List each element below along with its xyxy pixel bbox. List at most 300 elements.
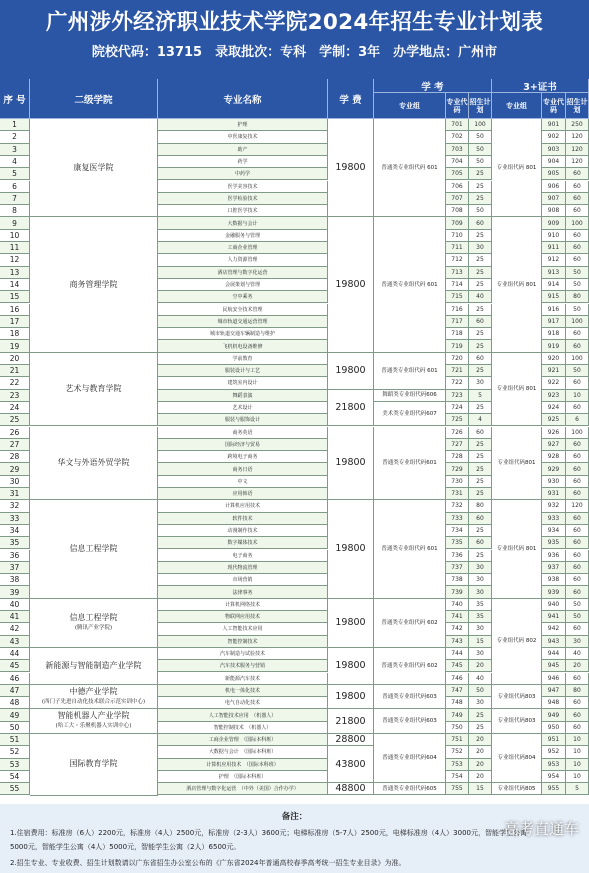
xk-plan-cell: 30 xyxy=(469,242,492,254)
xk-group-cell: 普通类专业组代码 601 xyxy=(374,500,446,598)
plus-code-cell: 939 xyxy=(542,586,566,598)
seq-cell: 31 xyxy=(0,488,30,500)
plus-code-cell: 912 xyxy=(542,254,566,266)
plus-code-cell: 910 xyxy=(542,230,566,242)
college-sub-name: (西门子先进自动化技术联合示范实训中心) xyxy=(41,698,146,705)
college-cell xyxy=(30,500,158,598)
major-name-cell: 飞机机电设备维修 xyxy=(158,340,328,352)
plus-plan-cell: 50 xyxy=(566,599,589,611)
plus-code-cell: 954 xyxy=(542,771,566,783)
xk-code-cell: 744 xyxy=(446,648,469,660)
seq-cell: 24 xyxy=(0,402,30,414)
major-name-cell: 会展策划与管理 xyxy=(158,279,328,291)
xk-plan-cell: 25 xyxy=(469,525,492,537)
xk-plan-cell: 25 xyxy=(469,193,492,205)
plus-code-cell: 911 xyxy=(542,242,566,254)
plus-plan-cell: 6 xyxy=(566,414,589,426)
xk-code-cell: 734 xyxy=(446,525,469,537)
plus-code-cell: 915 xyxy=(542,291,566,303)
xk-code-cell: 743 xyxy=(446,636,469,648)
major-name-cell: 市场营销 xyxy=(158,574,328,586)
xk-plan-cell: 25 xyxy=(469,267,492,279)
college-name: 新能源与智能制造产业学院 xyxy=(45,660,142,670)
plus-plan-cell: 60 xyxy=(566,254,589,266)
plus-plan-cell: 60 xyxy=(566,230,589,242)
college-name: 康复医学院 xyxy=(73,162,114,172)
xk-code-cell: 717 xyxy=(446,316,469,328)
xk-code-cell: 702 xyxy=(446,131,469,143)
major-name-cell: 城市轨道交通运营管理 xyxy=(158,316,328,328)
plus-plan-cell: 60 xyxy=(566,242,589,254)
seq-cell: 42 xyxy=(0,623,30,635)
seq-cell: 2 xyxy=(0,131,30,143)
plus-code-cell: 907 xyxy=(542,193,566,205)
seq-cell: 47 xyxy=(0,685,30,697)
xk-code-cell: 752 xyxy=(446,746,469,758)
xk-plan-cell: 30 xyxy=(469,697,492,709)
xk-code-cell: 750 xyxy=(446,722,469,734)
xk-code-cell: 701 xyxy=(446,119,469,131)
seq-cell: 10 xyxy=(0,230,30,242)
plus-code-cell: 906 xyxy=(542,181,566,193)
seq-cell: 55 xyxy=(0,783,30,795)
fee-cell: 19800 xyxy=(328,217,374,352)
plus-code-cell: 952 xyxy=(542,746,566,758)
seq-cell: 53 xyxy=(0,759,30,771)
xk-group-cell: 普通类专业组代码605 xyxy=(374,783,446,795)
college-cell xyxy=(30,217,158,352)
plus-plan-cell: 100 xyxy=(566,427,589,439)
seq-cell: 6 xyxy=(0,181,30,193)
plus-code-cell: 916 xyxy=(542,304,566,316)
xk-code-cell: 746 xyxy=(446,673,469,685)
xk-plan-cell: 60 xyxy=(469,316,492,328)
seq-cell: 51 xyxy=(0,734,30,746)
plus-plan-cell: 5 xyxy=(566,783,589,795)
xk-code-cell: 704 xyxy=(446,156,469,168)
xk-code-header: 专业代码 xyxy=(446,93,469,119)
xk-plan-cell: 40 xyxy=(469,673,492,685)
major-name-cell: 助产 xyxy=(158,144,328,156)
major-name-cell: 工商企业管理 xyxy=(158,242,328,254)
plus-code-cell: 943 xyxy=(542,636,566,648)
xk-group-cell: 普通类专业组代码604 xyxy=(374,734,446,783)
xk-code-cell: 726 xyxy=(446,427,469,439)
plus-plan-cell: 60 xyxy=(566,451,589,463)
xk-group-cell: 美术类专业组代码607 xyxy=(374,402,446,427)
seq-cell: 14 xyxy=(0,279,30,291)
college-cell xyxy=(30,685,158,710)
xk-plan-cell: 25 xyxy=(469,451,492,463)
plus-code-cell: 945 xyxy=(542,660,566,672)
major-name-cell: 计算机网络技术 xyxy=(158,599,328,611)
footer-line-3: 2.招生专业、专业收费、招生计划数请以广东省招生办公室公布的《广东省2024年普通高校春季高考统一招生专业目录》为准。 xyxy=(10,859,406,867)
major-name-cell: 医学检验技术 xyxy=(158,193,328,205)
col-fee-header: 学 费 xyxy=(328,79,374,119)
plus-code-cell: 950 xyxy=(542,722,566,734)
xk-plan-cell: 5 xyxy=(469,390,492,402)
seq-cell: 5 xyxy=(0,168,30,180)
plus-code-cell: 934 xyxy=(542,525,566,537)
xk-code-cell: 740 xyxy=(446,599,469,611)
college-cell xyxy=(30,648,158,685)
plus-code-cell: 933 xyxy=(542,513,566,525)
seq-cell: 40 xyxy=(0,599,30,611)
xk-group-cell: 普通类专业组代码 602 xyxy=(374,648,446,685)
xk-plan-cell: 20 xyxy=(469,660,492,672)
xk-code-cell: 713 xyxy=(446,267,469,279)
footer-line-1: 1.住宿费用：标准房（6人）2200元，标准房（4人）2500元，标准房（2-3人）3600元；电梯标准房（5-7人）2500元，电梯标准房（4人）3000元，智能学生公寓 xyxy=(10,829,527,837)
plus-code-cell: 920 xyxy=(542,353,566,365)
major-name-cell: 法律事务 xyxy=(158,586,328,598)
major-name-cell: 智能控制技术 （机器人） xyxy=(158,722,328,734)
plus-plan-cell: 60 xyxy=(566,439,589,451)
plus-plan-cell: 50 xyxy=(566,267,589,279)
major-name-cell: 商务英语 xyxy=(158,427,328,439)
xk-code-cell: 725 xyxy=(446,414,469,426)
seq-cell: 54 xyxy=(0,771,30,783)
college-sub-name: (哈工大・乐聚机器人实训中心) xyxy=(55,723,132,730)
col-college-header: 二级学院 xyxy=(30,79,158,119)
plus-plan-cell: 10 xyxy=(566,390,589,402)
seq-cell: 38 xyxy=(0,574,30,586)
xk-plan-cell: 25 xyxy=(469,328,492,340)
plus-plan-cell: 60 xyxy=(566,513,589,525)
plus-code-cell: 914 xyxy=(542,279,566,291)
plus-code-cell: 902 xyxy=(542,131,566,143)
plus-code-cell: 940 xyxy=(542,599,566,611)
plus-plan-cell: 20 xyxy=(566,660,589,672)
major-name-cell: 机电一体化技术 xyxy=(158,685,328,697)
plus-code-cell: 932 xyxy=(542,500,566,512)
xk-code-cell: 742 xyxy=(446,623,469,635)
xk-code-cell: 716 xyxy=(446,304,469,316)
seq-cell: 45 xyxy=(0,660,30,672)
major-name-cell: 应用韩语 xyxy=(158,488,328,500)
major-name-cell: 艺术设计 xyxy=(158,402,328,414)
seq-cell: 46 xyxy=(0,673,30,685)
xk-plan-cell: 25 xyxy=(469,279,492,291)
plus-plan-cell: 60 xyxy=(566,476,589,488)
college-name: 信息工程学院 xyxy=(69,612,118,622)
plus-plan-cell: 10 xyxy=(566,734,589,746)
major-name-cell: 工商企业管理 （国际本科班） xyxy=(158,734,328,746)
college-sub-name: (腾讯产业学院) xyxy=(74,624,113,631)
major-name-cell: 学前教育 xyxy=(158,353,328,365)
plus-plan-cell: 60 xyxy=(566,488,589,500)
plus-plan-cell: 120 xyxy=(566,156,589,168)
xk-code-cell: 739 xyxy=(446,586,469,598)
plus-group-cell: 专业组代码 801 xyxy=(492,217,542,352)
fee-cell: 28800 xyxy=(328,734,374,746)
plus-plan-cell: 60 xyxy=(566,205,589,217)
plus-code-cell: 929 xyxy=(542,463,566,475)
xk-code-cell: 720 xyxy=(446,353,469,365)
xk-code-cell: 724 xyxy=(446,402,469,414)
major-name-cell: 智能控制技术 xyxy=(158,636,328,648)
plus-plan-cell: 60 xyxy=(566,550,589,562)
seq-cell: 18 xyxy=(0,328,30,340)
plus-plan-cell: 60 xyxy=(566,537,589,549)
xk-code-cell: 732 xyxy=(446,500,469,512)
seq-cell: 39 xyxy=(0,586,30,598)
xk-group-header: 专业组 xyxy=(374,93,446,119)
major-name-cell: 大数据与会计 xyxy=(158,217,328,229)
seq-cell: 13 xyxy=(0,267,30,279)
plus-group-cell: 专业组代码803 xyxy=(492,709,542,734)
plus-code-cell: 944 xyxy=(542,648,566,660)
plus-plan-cell: 100 xyxy=(566,353,589,365)
seq-cell: 8 xyxy=(0,205,30,217)
plus-code-cell: 917 xyxy=(542,316,566,328)
xk-plan-cell: 4 xyxy=(469,414,492,426)
plus-plan-cell: 120 xyxy=(566,144,589,156)
xk-plan-cell: 60 xyxy=(469,513,492,525)
fee-cell: 19800 xyxy=(328,353,374,390)
plus-code-cell: 937 xyxy=(542,562,566,574)
plus-group-header: 专业组 xyxy=(492,93,542,119)
major-name-cell: 动漫制作技术 xyxy=(158,525,328,537)
xk-code-cell: 729 xyxy=(446,463,469,475)
plus-plan-cell: 10 xyxy=(566,759,589,771)
plan-table xyxy=(0,79,589,804)
plus-plan-cell: 60 xyxy=(566,722,589,734)
xk-group-cell: 普通类专业组代码 601 xyxy=(374,119,446,217)
college-name: 中德产业学院 xyxy=(69,686,118,696)
fee-cell: 19800 xyxy=(328,685,374,710)
xk-code-cell: 723 xyxy=(446,390,469,402)
xk-plan-cell: 35 xyxy=(469,599,492,611)
college-name: 商务管理学院 xyxy=(69,279,118,289)
plus-code-cell: 928 xyxy=(542,451,566,463)
plus-group-cell: 专业组代码801 xyxy=(492,427,542,501)
plus-plan-cell: 10 xyxy=(566,746,589,758)
seq-cell: 29 xyxy=(0,463,30,475)
seq-cell: 7 xyxy=(0,193,30,205)
xk-code-cell: 749 xyxy=(446,709,469,721)
plus-code-cell: 908 xyxy=(542,205,566,217)
seq-cell: 1 xyxy=(0,119,30,131)
major-name-cell: 物联网应用技术 xyxy=(158,611,328,623)
seq-cell: 41 xyxy=(0,611,30,623)
xk-plan-cell: 30 xyxy=(469,586,492,598)
plus-code-header: 专业代码 xyxy=(542,93,566,119)
major-name-cell: 商务日语 xyxy=(158,463,328,475)
seq-cell: 34 xyxy=(0,525,30,537)
xk-plan-cell: 100 xyxy=(469,119,492,131)
xk-plan-cell: 25 xyxy=(469,476,492,488)
col-xk-header: 学 考 xyxy=(374,79,492,93)
xk-plan-cell: 25 xyxy=(469,439,492,451)
header xyxy=(0,0,589,76)
xk-plan-cell: 20 xyxy=(469,759,492,771)
xk-code-cell: 707 xyxy=(446,193,469,205)
xk-code-cell: 714 xyxy=(446,279,469,291)
seq-cell: 32 xyxy=(0,500,30,512)
xk-plan-cell: 25 xyxy=(469,365,492,377)
major-name-cell: 人工智能技术应用 （机器人） xyxy=(158,709,328,721)
plus-plan-cell: 60 xyxy=(566,525,589,537)
plus-code-cell: 923 xyxy=(542,390,566,402)
college-cell xyxy=(30,734,158,796)
xk-plan-cell: 25 xyxy=(469,402,492,414)
major-name-cell: 人力资源管理 xyxy=(158,254,328,266)
xk-plan-cell: 35 xyxy=(469,611,492,623)
major-name-cell: 数字媒体技术 xyxy=(158,537,328,549)
xk-group-cell: 普通类专业组代码 601 xyxy=(374,217,446,352)
major-name-cell: 口腔医学技术 xyxy=(158,205,328,217)
plus-code-cell: 913 xyxy=(542,267,566,279)
major-name-cell: 护理 （国际本科班） xyxy=(158,771,328,783)
seq-cell: 44 xyxy=(0,648,30,660)
xk-code-cell: 719 xyxy=(446,340,469,352)
footer-notes xyxy=(0,804,589,873)
plus-plan-cell: 60 xyxy=(566,463,589,475)
fee-cell: 19800 xyxy=(328,648,374,685)
major-name-cell: 中文 xyxy=(158,476,328,488)
major-name-cell: 金融服务与管理 xyxy=(158,230,328,242)
plus-code-cell: 918 xyxy=(542,328,566,340)
seq-cell: 25 xyxy=(0,414,30,426)
xk-plan-cell: 30 xyxy=(469,648,492,660)
college-name: 智能机器人产业学院 xyxy=(57,711,130,721)
plus-plan-cell: 30 xyxy=(566,636,589,648)
plus-plan-cell: 50 xyxy=(566,279,589,291)
xk-code-cell: 751 xyxy=(446,734,469,746)
xk-plan-cell: 50 xyxy=(469,144,492,156)
plus-code-cell: 951 xyxy=(542,734,566,746)
plus-plan-cell: 60 xyxy=(566,402,589,414)
major-name-cell: 建筑室内设计 xyxy=(158,377,328,389)
plus-plan-cell: 80 xyxy=(566,291,589,303)
xk-code-cell: 721 xyxy=(446,365,469,377)
plus-group-cell: 专业组代码805 xyxy=(492,783,542,795)
plus-plan-cell: 60 xyxy=(566,574,589,586)
plus-plan-header: 招生计划 xyxy=(566,93,589,119)
seq-cell: 43 xyxy=(0,636,30,648)
xk-group-cell: 普通类专业组代码 602 xyxy=(374,599,446,648)
plus-plan-cell: 60 xyxy=(566,340,589,352)
major-name-cell: 国际经济与贸易 xyxy=(158,439,328,451)
xk-plan-cell: 25 xyxy=(469,709,492,721)
plus-group-cell: 专业组代码 802 xyxy=(492,599,542,685)
xk-plan-cell: 40 xyxy=(469,291,492,303)
plus-code-cell: 938 xyxy=(542,574,566,586)
xk-code-cell: 748 xyxy=(446,697,469,709)
xk-code-cell: 727 xyxy=(446,439,469,451)
major-name-cell: 软件技术 xyxy=(158,513,328,525)
xk-code-cell: 733 xyxy=(446,513,469,525)
xk-plan-cell: 25 xyxy=(469,463,492,475)
plus-code-cell: 903 xyxy=(542,144,566,156)
xk-code-cell: 745 xyxy=(446,660,469,672)
plus-plan-cell: 60 xyxy=(566,193,589,205)
major-name-cell: 民航安全技术管理 xyxy=(158,304,328,316)
xk-plan-cell: 50 xyxy=(469,685,492,697)
major-name-cell: 酒店管理与数字化运营 （中外（美国）合作办学） xyxy=(158,783,328,795)
plus-code-cell: 926 xyxy=(542,427,566,439)
plus-code-cell: 936 xyxy=(542,550,566,562)
plus-plan-cell: 40 xyxy=(566,648,589,660)
major-name-cell: 城市轨道交通车辆制造与维护 xyxy=(158,328,328,340)
fee-cell: 19800 xyxy=(328,119,374,217)
seq-cell: 3 xyxy=(0,144,30,156)
seq-cell: 21 xyxy=(0,365,30,377)
major-name-cell: 酒店管理与数字化运营 xyxy=(158,267,328,279)
plus-plan-cell: 60 xyxy=(566,623,589,635)
seq-cell: 48 xyxy=(0,697,30,709)
plus-plan-cell: 10 xyxy=(566,771,589,783)
plus-plan-cell: 60 xyxy=(566,586,589,598)
xk-code-cell: 718 xyxy=(446,328,469,340)
major-name-cell: 计算机应用技术 xyxy=(158,500,328,512)
seq-cell: 19 xyxy=(0,340,30,352)
college-cell xyxy=(30,119,158,217)
major-name-cell: 服装与服饰设计 xyxy=(158,414,328,426)
major-name-cell: 跨境电子商务 xyxy=(158,451,328,463)
xk-plan-header: 招生计划 xyxy=(469,93,492,119)
college-cell xyxy=(30,709,158,734)
xk-plan-cell: 50 xyxy=(469,131,492,143)
xk-code-cell: 711 xyxy=(446,242,469,254)
plus-code-cell: 947 xyxy=(542,685,566,697)
xk-plan-cell: 60 xyxy=(469,427,492,439)
col-major-header: 专业名称 xyxy=(158,79,328,119)
plus-code-cell: 948 xyxy=(542,697,566,709)
footer-title: 备注： xyxy=(281,812,308,822)
xk-plan-cell: 60 xyxy=(469,217,492,229)
watermark-text: 高考直通车 xyxy=(503,820,579,838)
col-plus-header: 3+证书 xyxy=(492,79,589,93)
plus-code-cell: 921 xyxy=(542,365,566,377)
plus-group-cell: 专业组代码 801 xyxy=(492,353,542,427)
seq-cell: 12 xyxy=(0,254,30,266)
xk-code-cell: 708 xyxy=(446,205,469,217)
fee-cell: 21800 xyxy=(328,709,374,734)
xk-code-cell: 706 xyxy=(446,181,469,193)
xk-plan-cell: 25 xyxy=(469,488,492,500)
xk-plan-cell: 20 xyxy=(469,746,492,758)
plus-plan-cell: 100 xyxy=(566,316,589,328)
col-seq-header: 序 号 xyxy=(0,79,30,119)
plus-plan-cell: 80 xyxy=(566,685,589,697)
plus-code-cell: 927 xyxy=(542,439,566,451)
seq-cell: 4 xyxy=(0,156,30,168)
seq-cell: 52 xyxy=(0,746,30,758)
fee-cell: 19800 xyxy=(328,427,374,501)
plus-code-cell: 924 xyxy=(542,402,566,414)
major-name-cell: 人工智能技术应用 xyxy=(158,623,328,635)
xk-code-cell: 755 xyxy=(446,783,469,795)
fee-cell: 43800 xyxy=(328,746,374,783)
plus-plan-cell: 50 xyxy=(566,611,589,623)
plus-plan-cell: 50 xyxy=(566,365,589,377)
major-name-cell: 汽车技术服务与营销 xyxy=(158,660,328,672)
xk-group-cell: 普通类专业组代码603 xyxy=(374,709,446,734)
major-name-cell: 电子商务 xyxy=(158,550,328,562)
major-name-cell: 舞蹈表演 xyxy=(158,390,328,402)
plus-plan-cell: 100 xyxy=(566,217,589,229)
plus-plan-cell: 250 xyxy=(566,119,589,131)
plus-code-cell: 946 xyxy=(542,673,566,685)
plus-group-cell: 专业组代码804 xyxy=(492,734,542,783)
xk-plan-cell: 25 xyxy=(469,340,492,352)
xk-plan-cell: 25 xyxy=(469,550,492,562)
xk-plan-cell: 20 xyxy=(469,771,492,783)
seq-cell: 23 xyxy=(0,390,30,402)
fee-cell: 48800 xyxy=(328,783,374,795)
page-title: 广州涉外经济职业技术学院2024年招生专业计划表 xyxy=(45,10,544,35)
